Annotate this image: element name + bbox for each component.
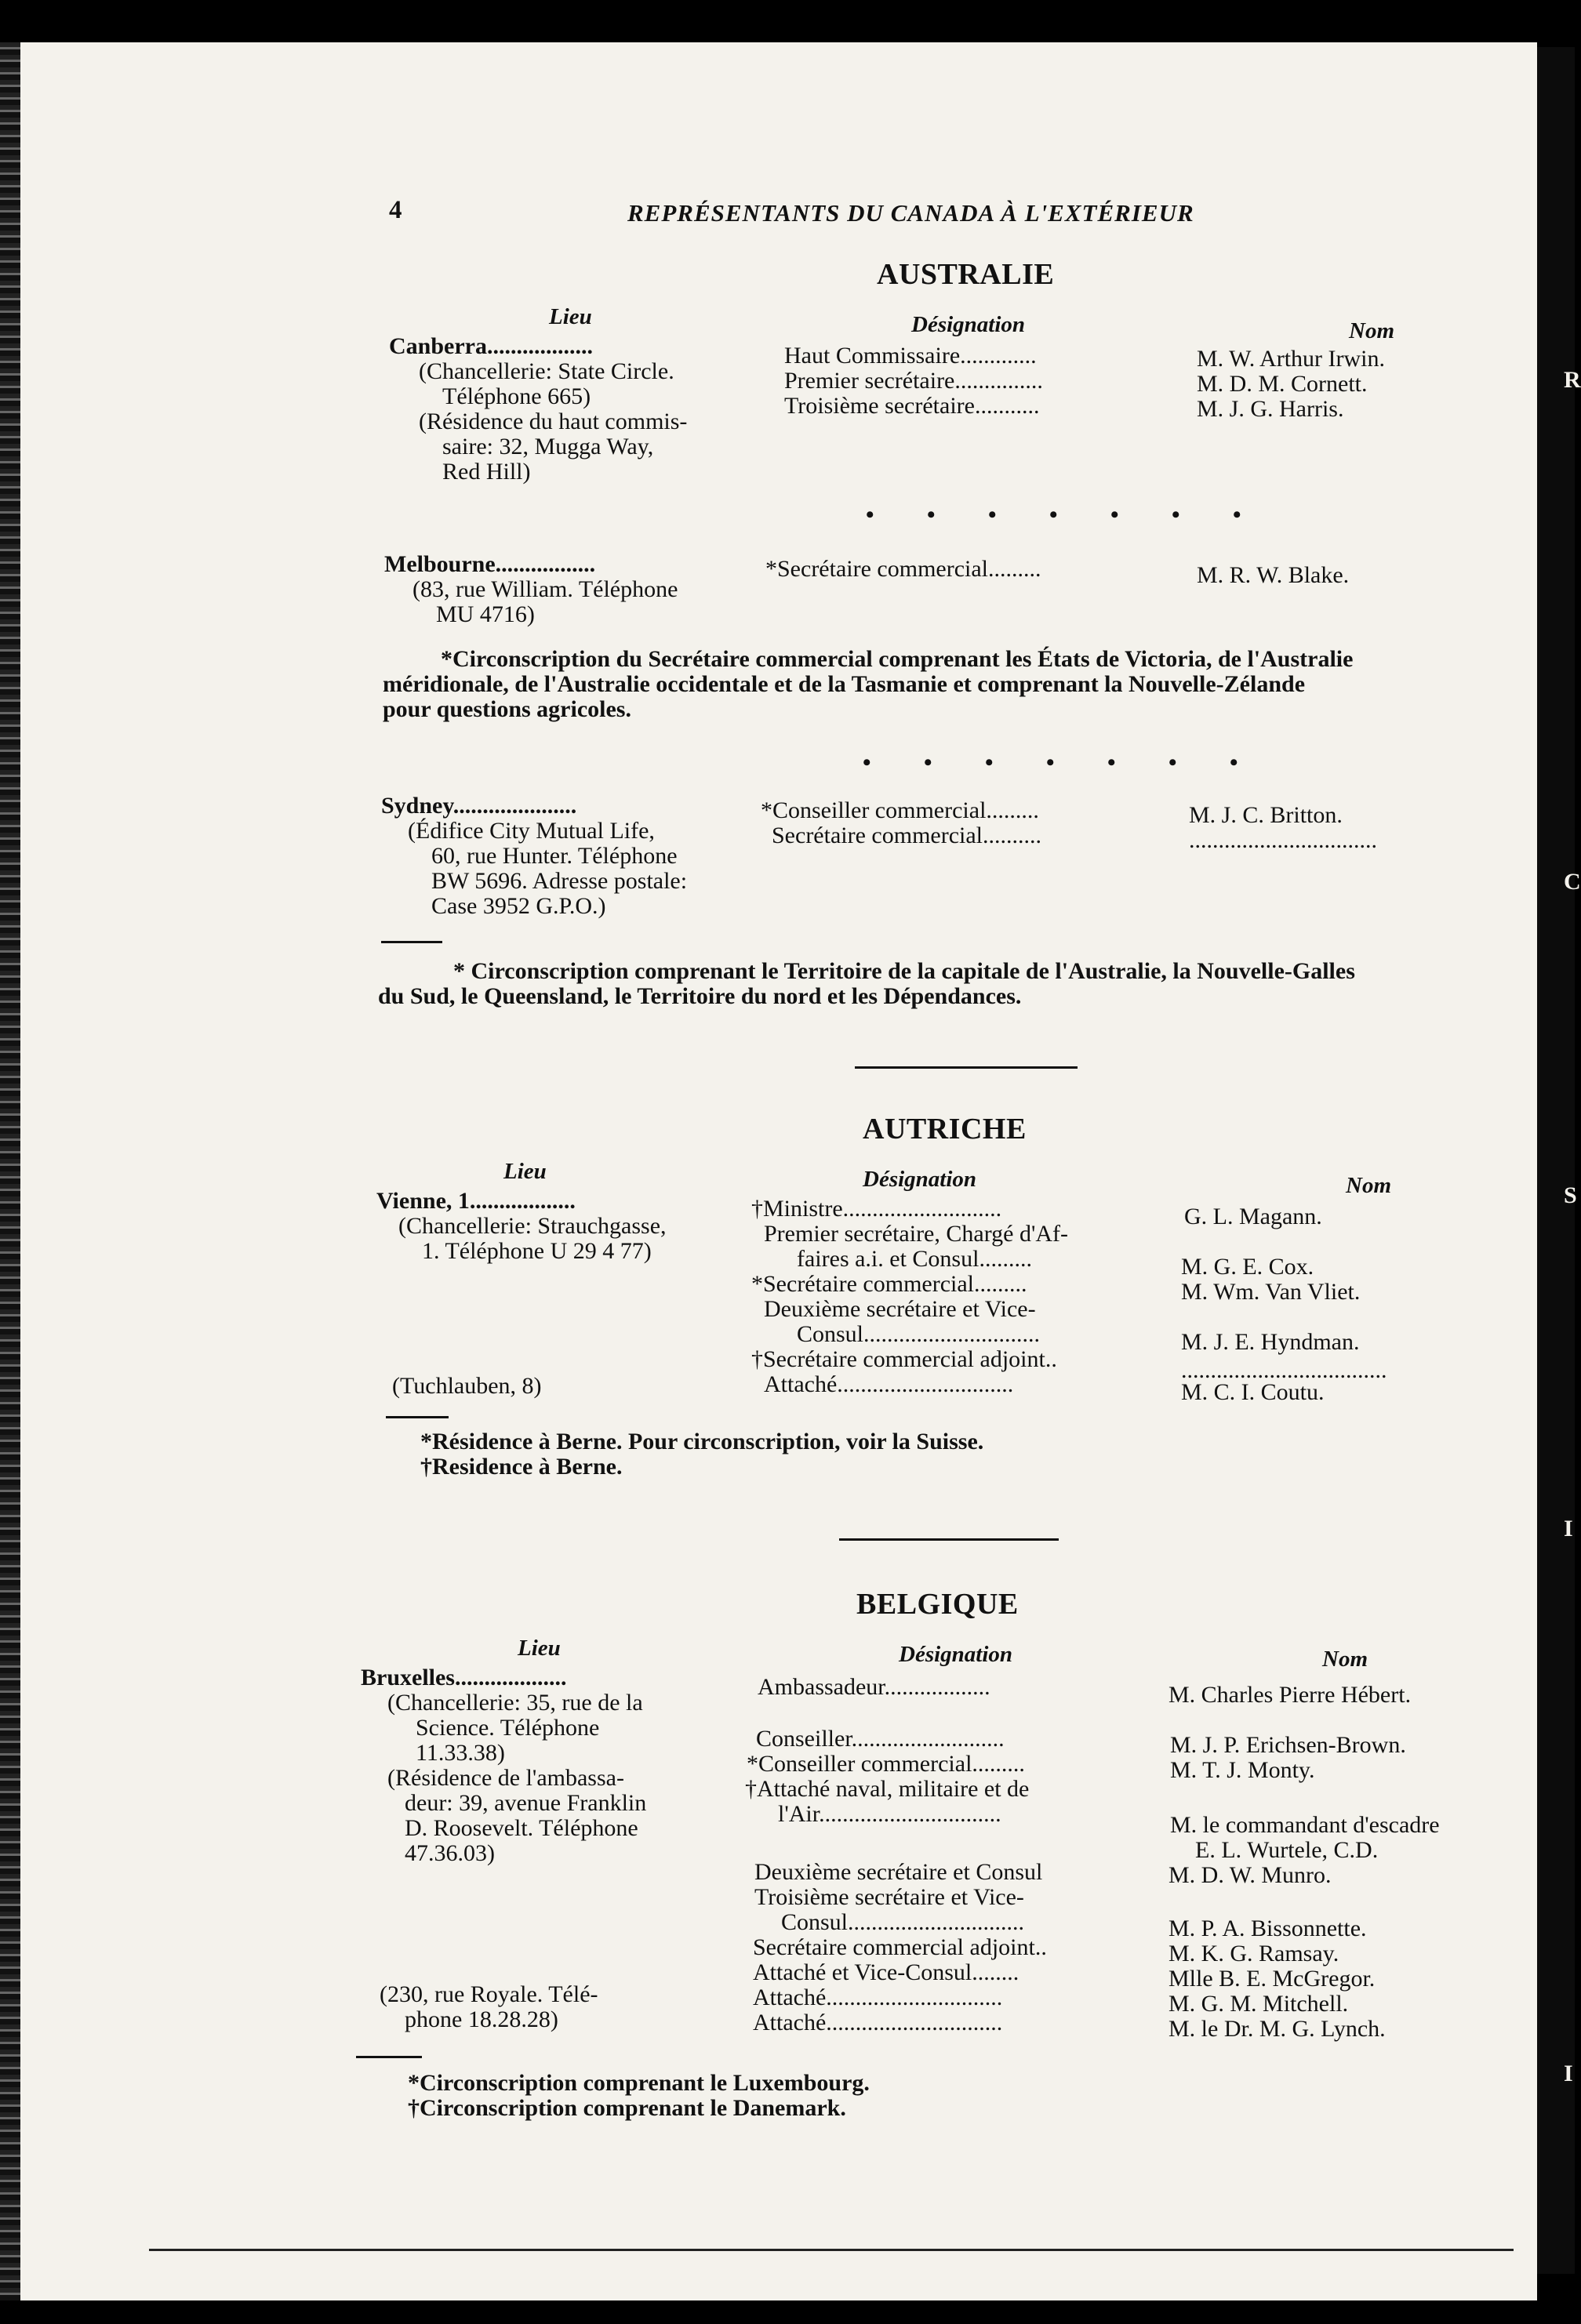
footnote-melbourne: méridionale, de l'Australie occidentale et de la Tasmanie et comprenant la Nouvelle-Zélande — [383, 671, 1306, 697]
adjacent-page-fragment: I — [1564, 2061, 1573, 2086]
person-name: Mlle B. E. McGregor. — [1168, 1966, 1376, 1992]
address-line: deur: 39, avenue Franklin — [405, 1790, 647, 1816]
address-annex: phone 18.28.28) — [405, 2006, 558, 2032]
section-title-belgique: BELGIQUE — [856, 1588, 1019, 1621]
address-line: (83, rue William. Téléphone — [413, 576, 678, 602]
address-annex: (Tuchlauben, 8) — [392, 1373, 542, 1399]
designation-entry: *Conseiller commercial......... — [761, 797, 1039, 823]
column-header-name: Nom — [1346, 1173, 1391, 1198]
footnote-melbourne: *Circonscription du Secrétaire commercial comprenant les États de Victoria, de l'Australie — [441, 646, 1354, 672]
person-name: M. R. W. Blake. — [1197, 562, 1350, 588]
address-line: 60, rue Hunter. Téléphone — [431, 843, 678, 869]
address-line: 1. Téléphone U 29 4 77) — [422, 1238, 652, 1264]
city-bruxelles: Bruxelles................... — [361, 1665, 567, 1690]
designation-entry: Deuxième secrétaire et Consul — [754, 1859, 1043, 1885]
address-line: (Chancellerie: 35, rue de la — [387, 1690, 643, 1716]
page-bottom-rule — [149, 2249, 1514, 2251]
column-header-designation: Désignation — [863, 1167, 977, 1192]
address-line: (Édifice City Mutual Life, — [408, 818, 655, 844]
footnote-rule — [381, 941, 442, 943]
address-annex: (230, rue Royale. Télé- — [380, 1981, 598, 2007]
designation-entry: Troisième secrétaire et Vice- — [754, 1884, 1024, 1910]
person-name: M. J. E. Hyndman. — [1181, 1329, 1360, 1355]
person-name: M. Wm. Van Vliet. — [1181, 1279, 1361, 1305]
designation-entry: †Attaché naval, militaire et de — [745, 1776, 1030, 1802]
designation-entry: Secrétaire commercial.......... — [772, 822, 1042, 848]
adjacent-page-fragment: R — [1564, 367, 1581, 393]
designation-entry: *Secrétaire commercial......... — [751, 1271, 1027, 1297]
person-name: M. D. W. Munro. — [1168, 1862, 1332, 1888]
column-header-designation: Désignation — [899, 1642, 1013, 1667]
person-name: M. P. A. Bissonnette. — [1168, 1915, 1367, 1941]
address-line: saire: 32, Mugga Way, — [442, 434, 654, 459]
section-separator-dots: • • • • • • • — [863, 750, 1262, 775]
city-vienne: Vienne, 1.................. — [376, 1188, 576, 1214]
designation-entry: faires a.i. et Consul......... — [797, 1246, 1032, 1272]
person-name: M. le commandant d'escadre — [1170, 1812, 1440, 1838]
designation-entry: Attaché.............................. — [753, 1984, 1003, 2010]
city-sydney: Sydney..................... — [381, 793, 577, 819]
city-canberra: Canberra.................. — [389, 333, 593, 359]
column-header-name: Nom — [1349, 318, 1394, 343]
address-line: BW 5696. Adresse postale: — [431, 868, 688, 894]
section-title-australie: AUSTRALIE — [877, 258, 1055, 291]
person-name: M. J. G. Harris. — [1197, 396, 1344, 422]
section-divider — [839, 1538, 1059, 1541]
designation-entry: Haut Commissaire............. — [784, 343, 1037, 369]
footnote-belgique: *Circonscription comprenant le Luxembourg. — [408, 2070, 870, 2096]
city-melbourne: Melbourne................. — [384, 551, 596, 577]
column-header-place: Lieu — [518, 1636, 561, 1661]
person-name: M. W. Arthur Irwin. — [1197, 346, 1385, 372]
column-header-place: Lieu — [549, 304, 592, 329]
footnote-sydney: du Sud, le Queensland, le Territoire du nord et les Dépendances. — [378, 983, 1022, 1009]
designation-entry: Premier secrétaire, Chargé d'Af- — [764, 1221, 1069, 1247]
person-name: M. C. I. Coutu. — [1181, 1379, 1325, 1405]
address-line: 11.33.38) — [416, 1740, 505, 1766]
address-line: 47.36.03) — [405, 1840, 495, 1866]
person-name: M. le Dr. M. G. Lynch. — [1168, 2016, 1386, 2042]
designation-entry: Deuxième secrétaire et Vice- — [764, 1296, 1036, 1322]
person-name: M. G. E. Cox. — [1181, 1254, 1314, 1280]
designation-entry: †Secrétaire commercial adjoint.. — [751, 1346, 1057, 1372]
designation-entry: Troisième secrétaire........... — [784, 393, 1040, 419]
column-header-designation: Désignation — [911, 312, 1026, 337]
designation-entry: Consul.............................. — [797, 1321, 1041, 1347]
person-name: M. Charles Pierre Hébert. — [1168, 1682, 1412, 1708]
section-divider — [855, 1066, 1078, 1069]
person-name: G. L. Magann. — [1184, 1204, 1322, 1229]
adjacent-page-fragment: C — [1564, 869, 1581, 895]
page-number: 4 — [389, 196, 402, 224]
section-separator-dots: • • • • • • • — [866, 502, 1265, 528]
vacant-name-leader: ................................... — [1181, 1357, 1387, 1383]
scanned-page-edge — [0, 42, 20, 2300]
address-line: Red Hill) — [442, 459, 531, 485]
person-name: E. L. Wurtele, C.D. — [1195, 1837, 1379, 1863]
address-line: Science. Téléphone — [416, 1715, 600, 1741]
adjacent-page-fragment: S — [1564, 1182, 1577, 1208]
address-line: (Chancellerie: State Circle. — [419, 358, 674, 384]
person-name: M. J. P. Erichsen-Brown. — [1170, 1732, 1406, 1758]
address-line: (Résidence de l'ambassa- — [387, 1765, 624, 1791]
vacant-name-leader: ................................ — [1189, 827, 1377, 853]
footnote-autriche: *Résidence à Berne. Pour circonscription, voir la Suisse. — [420, 1429, 984, 1454]
column-header-name: Nom — [1322, 1647, 1368, 1672]
footnote-belgique: †Circonscription comprenant le Danemark. — [408, 2095, 846, 2121]
person-name: M. G. M. Mitchell. — [1168, 1991, 1349, 2017]
designation-entry: Attaché et Vice-Consul........ — [753, 1959, 1019, 1985]
footnote-melbourne: pour questions agricoles. — [383, 696, 631, 722]
designation-entry: Attaché.............................. — [753, 2010, 1003, 2035]
address-line: Téléphone 665) — [442, 383, 591, 409]
address-line: D. Roosevelt. Téléphone — [405, 1815, 638, 1841]
person-name: M. K. G. Ramsay. — [1168, 1941, 1339, 1966]
person-name: M. J. C. Britton. — [1189, 802, 1343, 828]
designation-entry: l'Air............................... — [778, 1801, 1001, 1827]
designation-entry: Premier secrétaire............... — [784, 368, 1043, 394]
person-name: M. T. J. Monty. — [1170, 1757, 1315, 1783]
running-head: REPRÉSENTANTS DU CANADA À L'EXTÉRIEUR — [627, 199, 1194, 227]
footnote-autriche: †Residence à Berne. — [420, 1454, 623, 1480]
designation-entry: Conseiller.......................... — [756, 1726, 1005, 1752]
address-line: Case 3952 G.P.O.) — [431, 893, 606, 919]
address-line: (Chancellerie: Strauchgasse, — [398, 1213, 667, 1239]
column-header-place: Lieu — [503, 1159, 547, 1184]
designation-entry: Secrétaire commercial adjoint.. — [753, 1934, 1047, 1960]
footnote-rule — [386, 1416, 449, 1418]
designation-entry: Attaché.............................. — [764, 1371, 1014, 1397]
designation-entry: *Conseiller commercial......... — [747, 1751, 1025, 1777]
designation-entry: Ambassadeur.................. — [758, 1674, 990, 1700]
address-line: (Résidence du haut commis- — [419, 409, 688, 434]
designation-entry: *Secrétaire commercial......... — [765, 556, 1041, 582]
footnote-sydney: * Circonscription comprenant le Territoire de la capitale de l'Australie, la Nouvelle-Galles — [453, 958, 1355, 984]
designation-entry: Consul.............................. — [781, 1909, 1025, 1935]
address-line: MU 4716) — [436, 601, 535, 627]
adjacent-page-fragment: I — [1564, 1516, 1573, 1541]
designation-entry: †Ministre........................... — [751, 1196, 1002, 1222]
footnote-rule — [356, 2056, 422, 2058]
section-title-autriche: AUTRICHE — [863, 1113, 1027, 1146]
person-name: M. D. M. Cornett. — [1197, 371, 1368, 397]
